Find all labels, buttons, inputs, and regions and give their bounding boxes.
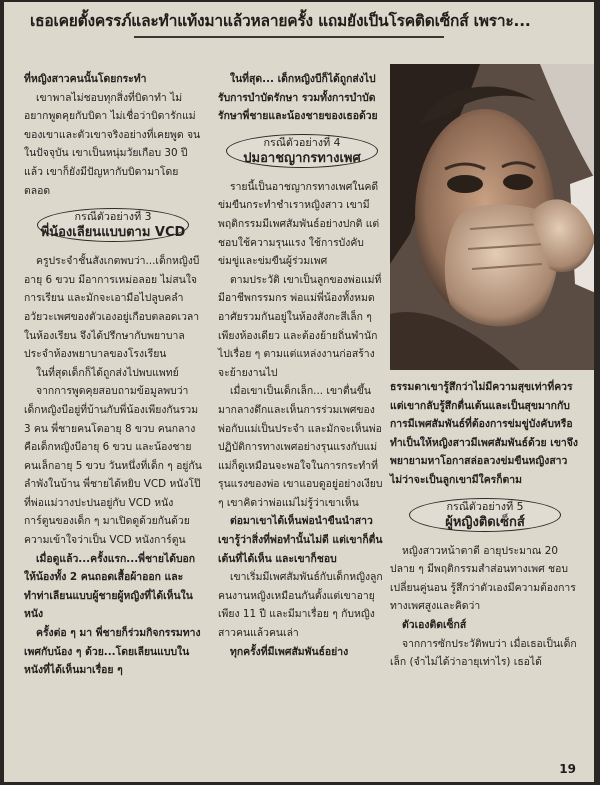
- body-paragraph: เมื่อเขาเป็นเด็กเล็ก... เขาตื่นขึ้นมากลางดึกและเห็นการร่วมเพศของพ่อกับแม่เป็นประจำ และมักจะเห็นพ่อปฏิบัติการทางเพศอย่างรุนแรงกับแม่ แม่ก็ดูเหมือนจะพอใจในการกระทำที่รุนแรงของพ่อ เขาแอบดูอยู่อย่างเงียบ ๆ เขาคิดว่าพ่อแม่ไม่รู้ว่าเขาเห็น: [218, 385, 383, 509]
- body-paragraph: จากการพูดคุยสอบถามข้อมูลพบว่าเด็กหญิงบีอยู่ที่บ้านกับพี่น้องเพียงกันรวม 3 คน พี่ชายคนโตอายุ 8 ขวบ คนกลางคือเด็กหญิงบีอายุ 6 ขวบ และน้องชายคนเล็กอายุ 5 ขวบ วันหนึ่งที่เด็ก ๆ อยู่กันลำพังในบ้าน พี่ชายได้หยิบ VCD หนังโป๊ที่พ่อแม่วางปะปนอยู่กับ VCD หนังการ์ตูนของเด็ก ๆ มาเปิดดูด้วยกันด้วยความเข้าใจว่าเป็น VCD หนังการ์ตูน: [24, 385, 202, 547]
- body-paragraph: ในที่สุด... เด็กหญิงบีก็ได้ถูกส่งไปรับการบำบัดรักษา รวมทั้งการบำบัดรักษาพี่ชายและน้องชายของเธอด้วย: [218, 73, 378, 123]
- case-title: ผู้หญิงติดเซ็กส์: [445, 514, 525, 530]
- body-paragraph: รายนี้เป็นอาชญากรทางเพศในคดีข่มขืนกระทำชำเราหญิงสาว เขามีพฤติกรรมมีเพศสัมพันธ์อย่างปกติ แต่ชอบใช้ความรุนแรง ใช้การบังคับ ข่มขู่และข่มขืนผู้ร่วมเพศ: [218, 180, 380, 268]
- body-paragraph: จากการซักประวัติพบว่า เมื่อเธอเป็นเด็กเล็ก (จำไม่ได้ว่าอายุเท่าไร) เธอได้: [390, 637, 577, 669]
- case-heading-oval: [226, 134, 378, 168]
- body-paragraph: ครูประจำชั้นสังเกตพบว่า...เด็กหญิงบี อายุ 6 ขวบ มีอาการเหม่อลอย ไม่สนใจการเรียน และมักจะเอามือไปลูบคลำอวัยวะเพศของตัวเองอยู่เกือบตลอดเวลาในห้องเรียน จึงได้ปรึกษากับพยาบาลประจำห้องพยาบาลของโรงเรียน: [24, 255, 200, 361]
- body-paragraph: ในที่สุดเด็กก็ได้ถูกส่งไปพบแพทย์: [36, 366, 179, 379]
- case-number: กรณีตัวอย่างที่ 3: [74, 210, 152, 224]
- photo-illustration: [390, 64, 594, 370]
- case-title: พี่น้องเลียนแบบตาม VCD: [40, 225, 186, 241]
- body-paragraph: ที่หญิงสาวคนนั้นโดยกระทำ: [24, 73, 147, 85]
- column-1: [24, 70, 202, 680]
- body-paragraph: ต่อมาเขาได้เห็นพ่อนำขืนนำสาวเขารู้ว่าสิ่งที่พ่อทำนั้นไม่ดี แต่เขาก็ตื่นเต้นที่ได้เห็น และเขาก็ชอบ: [218, 515, 383, 565]
- body-paragraph: หญิงสาวหน้าตาดี อายุประมาณ 20 ปลาย ๆ มีพฤติกรรมสำส่อนทางเพศ ชอบเปลี่ยนคู่นอน รู้สึกว่าตัวเองมีความต้องการทางเพศสูงและคิดว่า: [390, 544, 576, 613]
- body-paragraph: ธรรมดาเขารู้สึกว่าไม่มีความสุขเท่าที่ควร แต่เขากลับรู้สึกตื่นเต้นและเป็นสุขมากกับการมีเพศสัมพันธ์ที่ต้องการข่มขู่บังคับหรือทำเป็นให้หญิงสาวมีเพศสัมพันธ์ด้วย เขาจึงพยายามหาโอกาสล่อลวงข่มขืนหญิงสาว ไม่ว่าจะเป็นลูกเขามีใครก็ตาม: [390, 381, 578, 486]
- case-number: กรณีตัวอย่างที่ 4: [263, 135, 341, 149]
- body-paragraph: ทุกครั้งที่มีเพศสัมพันธ์อย่าง: [230, 645, 349, 658]
- column-2: [218, 70, 386, 661]
- page-number: 19: [559, 762, 576, 776]
- headline: เธอเคยตั้งครรภ์และทำแท้งมาแล้วหลายครั้ง แถมยังเป็นโรคติดเซ็กส์ เพราะ...: [30, 12, 531, 30]
- magazine-page: [4, 2, 594, 782]
- body-paragraph: ครั้งต่อ ๆ มา พี่ชายก็ร่วมกิจกรรมทางเพศกับน้อง ๆ ด้วย...โดยเลียนแบบในหนังที่ได้เห็นมาเรื่อย ๆ: [24, 627, 201, 677]
- photo-woman-mouth-covered: [390, 64, 594, 370]
- column-3: [390, 378, 580, 672]
- case-number: กรณีตัวอย่างที่ 5: [446, 499, 524, 513]
- case-heading-oval: [409, 498, 561, 532]
- case-title: ปมอาชญากรทางเพศ: [243, 150, 361, 166]
- body-paragraph: ตัวเองติดเซ็กส์: [402, 618, 467, 631]
- headline-rule: [134, 36, 444, 38]
- body-paragraph: เมื่อดูแล้ว...ครั้งแรก...พี่ชายได้บอกให้น้องทั้ง 2 คนถอดเสื้อผ้าออก และทำท่าเลียนแบบผู้ชายผู้หญิงที่ได้เห็นในหนัง: [24, 552, 196, 621]
- body-paragraph: เขาพาลไม่ชอบทุกสิ่งที่บิดาทำ ไม่อยากพูดคุยกับบิดา ไม่เชื่อว่าบิดารักแม่ของเขาและตัวเขาจริงอย่างที่เคยพูด จนในปัจจุบัน เขาเป็นหนุ่มวัยเกือบ 30 ปีแล้ว เขาก็ยังมีปัญหากับบิดามาโดยตลอด: [24, 91, 201, 197]
- body-paragraph: เขาเริ่มมีเพศสัมพันธ์กับเด็กหญิงลูกคนงานหญิงเหมือนกันตั้งแต่เขาอายุเพียง 11 ปี และมีมาเรื่อย ๆ กับหญิงสาวคนแล้วคนเล่า: [218, 571, 383, 640]
- case-heading-oval: [37, 208, 189, 242]
- body-paragraph: ตามประวัติ เขาเป็นลูกของพ่อแม่ที่มีอาชีพกรรมกร พ่อแม่พี่น้องทั้งหมดอาศัยรวมกันอยู่ในห้องสังกะสีเล็ก ๆ เพียงห้องเดียว และต้องย้ายถิ่นพำนักไปเรื่อย ๆ ตามแต่แหล่งงานก่อสร้างจะย้ายงานไป: [218, 273, 382, 379]
